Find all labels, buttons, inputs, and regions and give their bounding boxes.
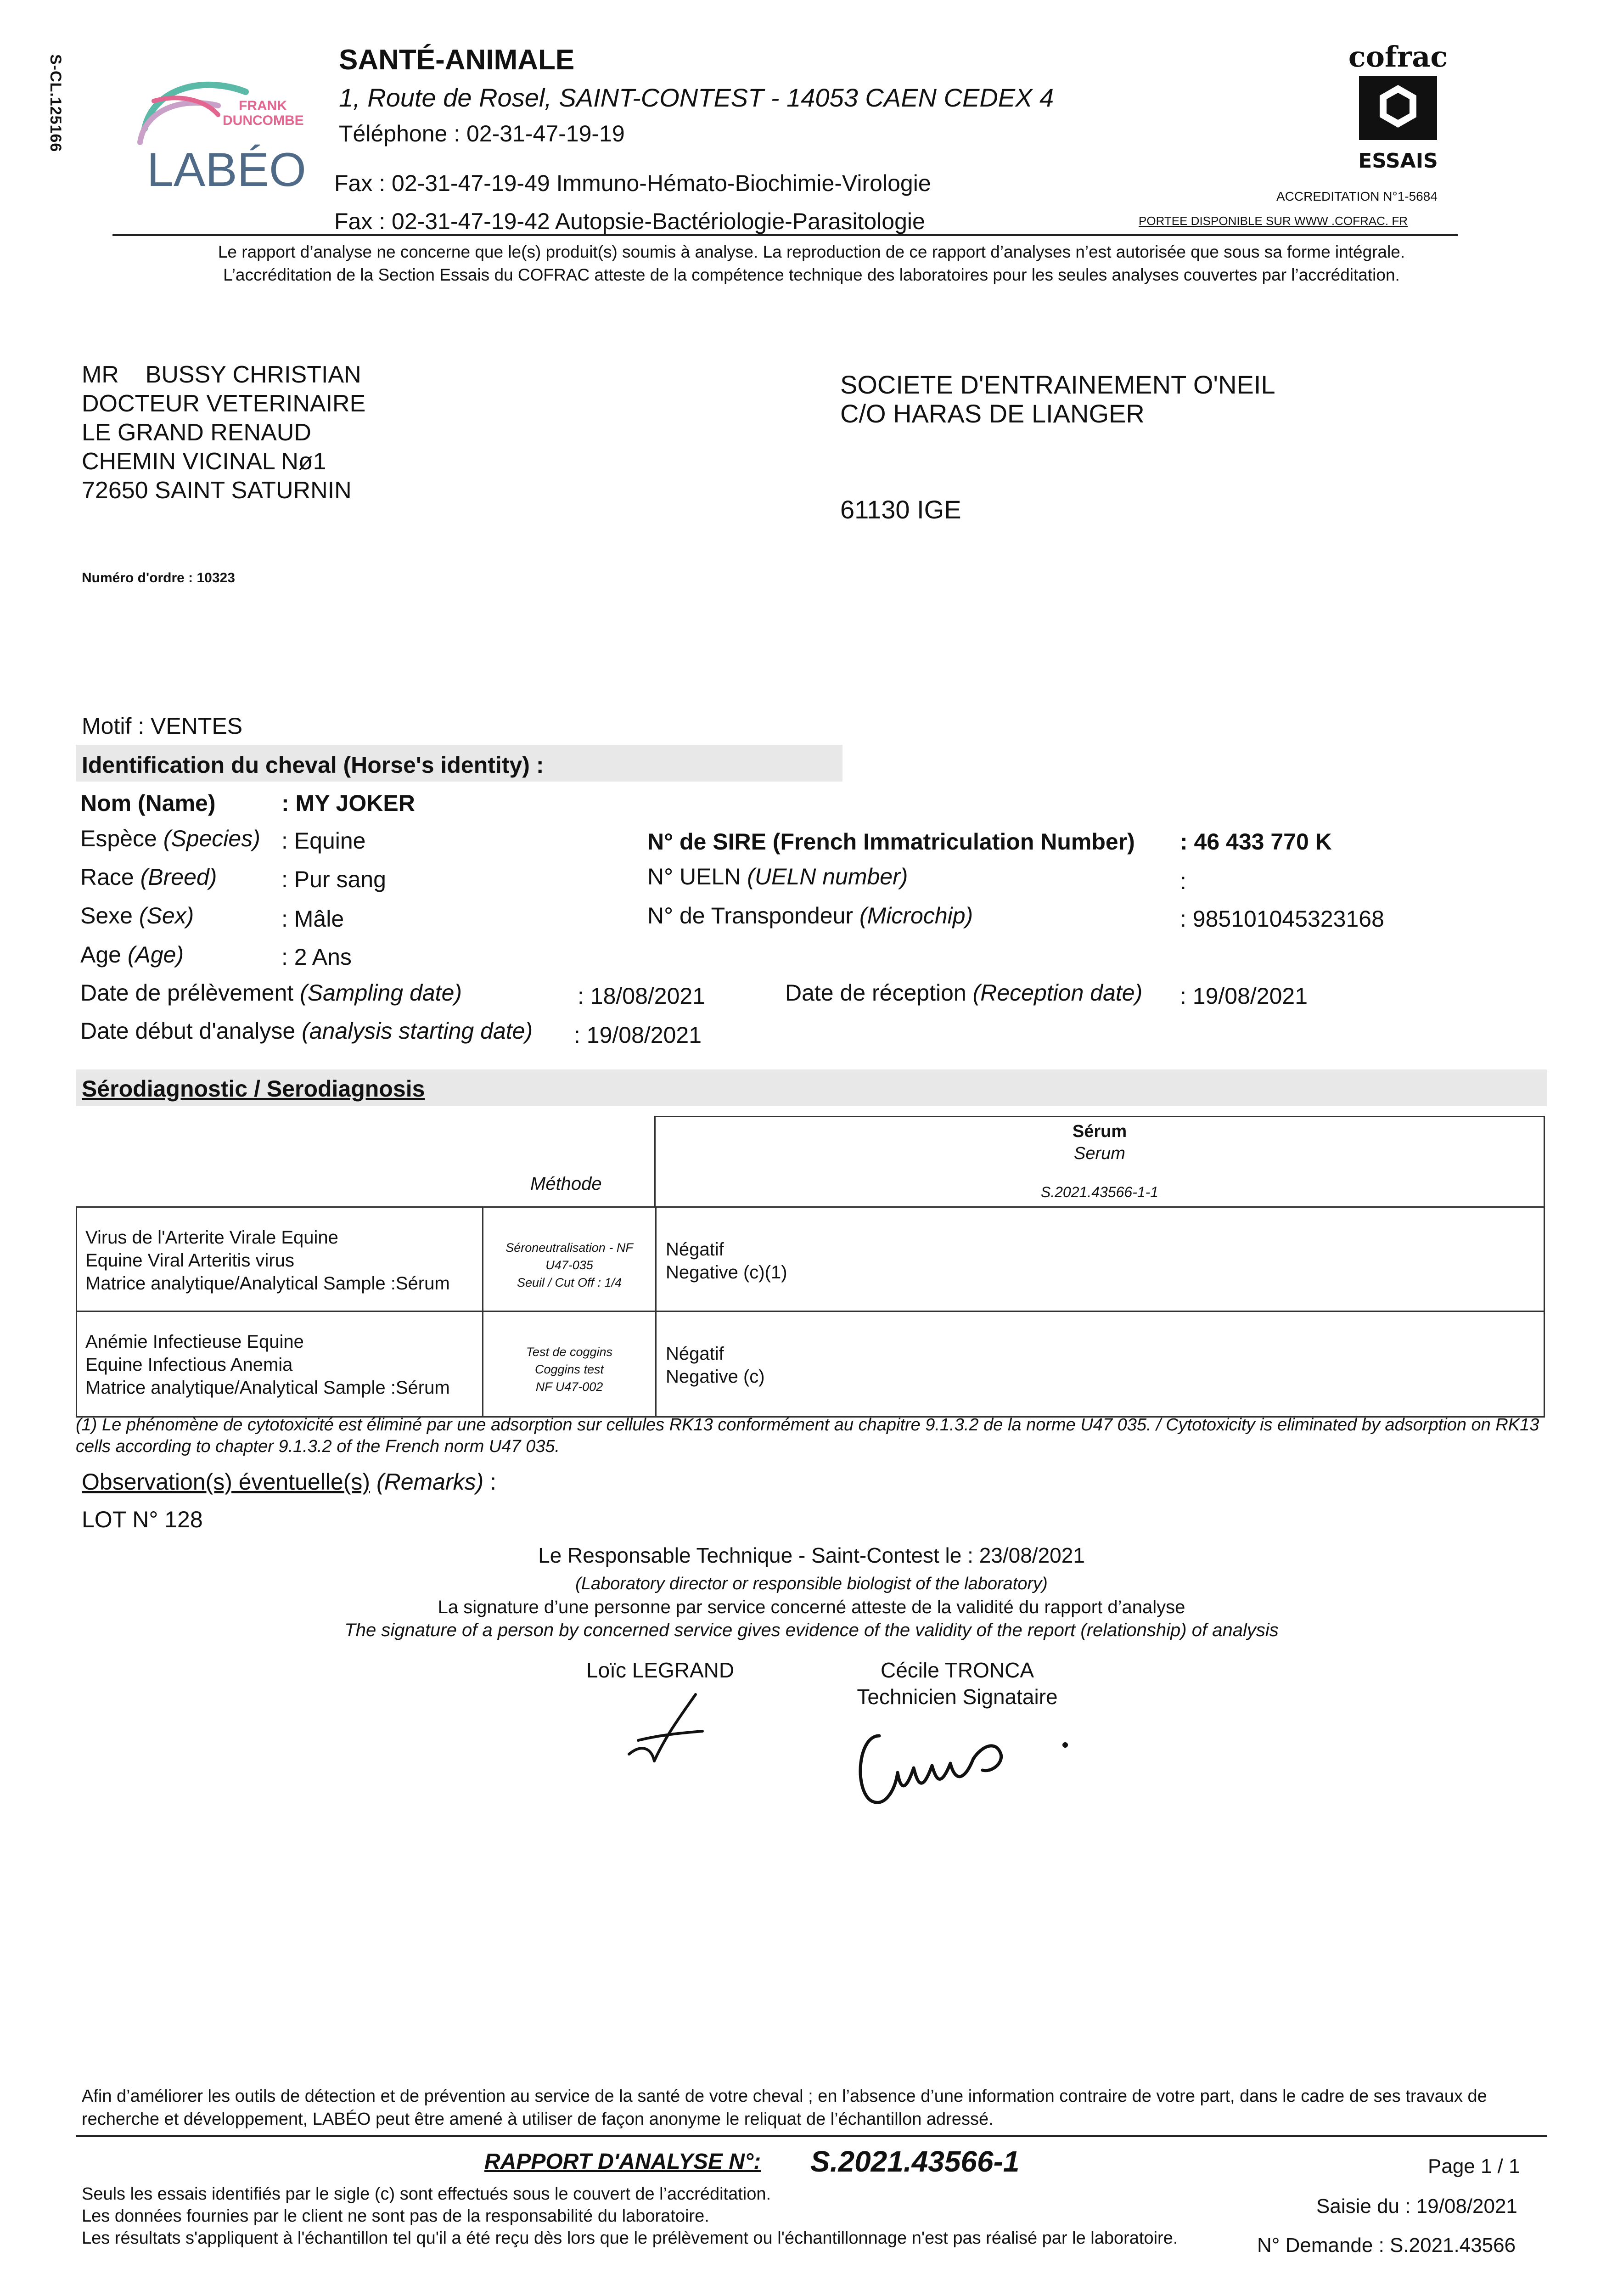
- ueln-value: :: [1180, 868, 1186, 894]
- parameter-fr: Anémie Infectieuse Equine: [85, 1332, 304, 1352]
- species-value: : Equine: [281, 828, 366, 854]
- method-line-2: Coggins test: [534, 1362, 604, 1376]
- serum-header-cell: [654, 1116, 1545, 1208]
- transponder-label: [647, 902, 973, 929]
- age-value: : 2 Ans: [281, 944, 352, 970]
- name-label: Nom (Name): [80, 790, 216, 816]
- page-number: Page 1 / 1: [1428, 2155, 1520, 2178]
- signatory-1-name: Loïc LEGRAND: [586, 1658, 735, 1682]
- sex-label-fr: Sexe: [80, 903, 133, 929]
- breed-value: : Pur sang: [281, 867, 386, 892]
- sex-label-en: (Sex): [139, 903, 194, 929]
- result-fr: Négatif: [666, 1344, 724, 1364]
- signature-1-image: [611, 1685, 716, 1768]
- owner-line-2: C/O HARAS DE LIANGER: [840, 399, 1145, 428]
- age-label-en: (Age): [127, 942, 184, 968]
- sample-id: S.2021.43566-1-1: [1040, 1184, 1159, 1200]
- method-line-2: U47-035: [545, 1258, 593, 1272]
- analysis-date-label: [80, 1018, 533, 1044]
- breed-label-fr: Race: [80, 864, 134, 890]
- cofrac-scope-link[interactable]: PORTEE DISPONIBLE SUR WWW .COFRAC. FR: [1139, 214, 1408, 228]
- cytotoxicity-footnote: (1) Le phénomène de cytotoxicité est éliminé par une adsorption sur cellules RK13 conformément au chapitre 9.1.3.2 de la norme U47 035. / Cytotoxicity is eliminated by adsorption on RK13 cells according to chapter 9.1.3.2 of the French norm U47 035.: [76, 1415, 1539, 1456]
- remarks-label-en: (Remarks): [376, 1469, 484, 1495]
- method-header: Méthode: [530, 1174, 602, 1194]
- method-line-1: Test de coggins: [526, 1345, 613, 1359]
- vertical-reference-code: S-CL.125166: [47, 54, 64, 152]
- parameter-en: Equine Infectious Anemia: [85, 1355, 293, 1375]
- technical-responsible: Le Responsable Technique - Saint-Contest le : 23/08/2021: [538, 1543, 1085, 1567]
- parameter-cell: [77, 1208, 483, 1311]
- parameter-cell: [77, 1312, 483, 1416]
- owner-line-1: SOCIETE D'ENTRAINEMENT O'NEIL: [840, 370, 1275, 399]
- remarks-label: [82, 1469, 496, 1495]
- result-cell: [657, 1208, 1544, 1311]
- request-number: N° Demande : S.2021.43566: [1257, 2234, 1516, 2257]
- lab-title: SANTÉ-ANIMALE: [339, 44, 575, 76]
- method-line-3: NF U47-002: [535, 1380, 603, 1394]
- labeo-logo: [126, 73, 324, 193]
- name-value: : MY JOKER: [281, 790, 415, 816]
- breed-label: [80, 864, 217, 890]
- parameter-matrix: Matrice analytique/Analytical Sample :Sérum: [85, 1378, 450, 1398]
- result-fr: Négatif: [666, 1239, 724, 1260]
- sex-label: [80, 902, 194, 929]
- analysis-label-fr: Date début d'analyse: [80, 1018, 296, 1044]
- identification-title: Identification du cheval (Horse's identity) :: [82, 752, 544, 778]
- serodiagnosis-title: Sérodiagnostic / Serodiagnosis: [82, 1076, 425, 1102]
- transponder-label-fr: N° de Transpondeur: [647, 903, 854, 929]
- reception-date-value: : 19/08/2021: [1180, 983, 1308, 1009]
- method-line-1: Séroneutralisation - NF: [505, 1241, 633, 1255]
- ueln-label-fr: N° UELN: [647, 864, 741, 889]
- parameter-text: [85, 1330, 450, 1399]
- method-text: [483, 1239, 655, 1291]
- report-number-label: RAPPORT D'ANALYSE N°:: [484, 2150, 761, 2174]
- sampling-date-label: [80, 979, 462, 1006]
- parameter-text: [85, 1226, 450, 1295]
- result-en: Negative (c)(1): [666, 1262, 787, 1283]
- footer-divider: [76, 2135, 1547, 2137]
- owner-address: [840, 370, 1275, 428]
- results-table: [76, 1206, 1545, 1418]
- transponder-value: : 985101045323168: [1180, 906, 1384, 932]
- signature-2-image: [845, 1717, 1102, 1814]
- sex-value: : Mâle: [281, 906, 344, 932]
- species-label: [80, 825, 260, 852]
- sire-value: : 46 433 770 K: [1180, 829, 1332, 855]
- ueln-label-en: (UELN number): [747, 864, 908, 889]
- method-line-3: Seuil / Cut Off : 1/4: [517, 1276, 622, 1289]
- reception-date-label: [785, 979, 1142, 1006]
- recipient-address: [82, 360, 365, 505]
- signature-note-fr: La signature d’une personne par service concerné atteste de la validité du rapport d’analyse: [438, 1597, 1185, 1617]
- cofrac-logo: [1348, 41, 1449, 174]
- labeo-sub1: FRANK: [239, 98, 287, 113]
- director-note: (Laboratory director or responsible biologist of the laboratory): [575, 1574, 1048, 1593]
- serum-header-en: Serum: [1074, 1144, 1125, 1163]
- signature-note-en: The signature of a person by concerned service gives evidence of the validity of the report (relationship) of analysis: [344, 1620, 1279, 1640]
- serum-header-fr: Sérum: [1072, 1122, 1127, 1141]
- cofrac-essais: ESSAIS: [1358, 149, 1438, 173]
- remarks-colon: :: [490, 1469, 497, 1495]
- entry-date: Saisie du : 19/08/2021: [1316, 2195, 1517, 2217]
- lab-address: 1, Route de Rosel, SAINT-CONTEST - 14053 CAEN CEDEX 4: [339, 83, 1054, 112]
- recipient-line-4: CHEMIN VICINAL Nø1: [82, 448, 326, 475]
- recipient-line-3: LE GRAND RENAUD: [82, 419, 311, 446]
- lot-number: LOT N° 128: [82, 1507, 203, 1532]
- method-text: [483, 1343, 655, 1396]
- age-label-fr: Age: [80, 942, 121, 968]
- footer-note-1: Seuls les essais identifiés par le sigle (c) sont effectués sous le couvert de l’accréditation.: [82, 2184, 771, 2204]
- accreditation-number: ACCREDITATION N°1-5684: [1276, 189, 1438, 203]
- footer-note-3: Les résultats s'appliquent à l'échantillon tel qu'il a été reçu dès lors que le prélèvement ou l'échantillonnage n'est pas réalisé par le laboratoire.: [82, 2228, 1178, 2248]
- signatory-2-title: Technicien Signataire: [857, 1685, 1058, 1709]
- breed-label-en: (Breed): [140, 864, 217, 890]
- reception-label-fr: Date de réception: [785, 980, 966, 1006]
- method-cell: [483, 1312, 657, 1416]
- report-disclaimer-1: Le rapport d’analyse ne concerne que le(s) produit(s) soumis à analyse. La reproduction de ce rapport d’analyses n’est autorisée que sous sa forme intégrale.: [218, 242, 1405, 261]
- result-en: Negative (c): [666, 1367, 765, 1387]
- recipient-line-1: MR BUSSY CHRISTIAN: [82, 361, 361, 388]
- sampling-date-value: : 18/08/2021: [578, 983, 706, 1009]
- sampling-label-fr: Date de prélèvement: [80, 980, 294, 1006]
- transponder-label-en: (Microchip): [859, 903, 973, 929]
- result-text: [666, 1342, 765, 1388]
- cofrac-wordmark: cofrac: [1348, 41, 1448, 73]
- recipient-line-5: 72650 SAINT SATURNIN: [82, 477, 352, 504]
- signatory-2-name: Cécile TRONCA: [881, 1658, 1034, 1682]
- report-number: S.2021.43566-1: [810, 2145, 1020, 2178]
- table-row: [77, 1311, 1544, 1416]
- analysis-date-value: : 19/08/2021: [574, 1022, 702, 1048]
- species-label-en: (Species): [163, 826, 260, 851]
- recipient-line-2: DOCTEUR VETERINAIRE: [82, 390, 366, 417]
- sire-label: N° de SIRE (French Immatriculation Number): [647, 829, 1135, 855]
- motif: Motif : VENTES: [82, 713, 243, 739]
- lab-telephone: Téléphone : 02-31-47-19-19: [339, 121, 625, 146]
- parameter-matrix: Matrice analytique/Analytical Sample :Sérum: [85, 1273, 450, 1294]
- owner-line-3: 61130 IGE: [840, 495, 961, 524]
- sampling-label-en: (Sampling date): [300, 980, 462, 1006]
- research-notice: Afin d’améliorer les outils de détection et de prévention au service de la santé de votre cheval ; en l’absence d’une information contraire de votre part, dans le cadre de ses travaux de recherche et développement, LABÉO peut être amené à utiliser de façon anonyme le reliquat de l’échantillon adressé.: [82, 2087, 1487, 2129]
- method-cell: [483, 1208, 657, 1311]
- analysis-label-en: (analysis starting date): [302, 1018, 533, 1044]
- result-cell: [657, 1312, 1544, 1416]
- lab-fax-2: Fax : 02-31-47-19-42 Autopsie-Bactériologie-Parasitologie: [334, 208, 925, 234]
- labeo-wordmark: LABÉO: [147, 143, 306, 193]
- header-divider: [112, 234, 1458, 236]
- report-disclaimer-2: L’accréditation de la Section Essais du COFRAC atteste de la compétence technique des laboratoires pour les seules analyses couvertes par l’accréditation.: [223, 265, 1400, 284]
- ueln-label: [647, 863, 908, 890]
- age-label: [80, 941, 184, 968]
- lab-fax-1: Fax : 02-31-47-19-49 Immuno-Hémato-Biochimie-Virologie: [334, 170, 931, 196]
- reception-label-en: (Reception date): [972, 980, 1143, 1006]
- parameter-en: Equine Viral Arteritis virus: [85, 1250, 294, 1271]
- result-text: [666, 1238, 787, 1284]
- labeo-sub2: DUNCOMBE: [223, 113, 304, 128]
- table-row: [77, 1206, 1544, 1311]
- parameter-fr: Virus de l'Arterite Virale Equine: [85, 1227, 338, 1248]
- species-label-fr: Espèce: [80, 826, 157, 851]
- remarks-label-fr: Observation(s) éventuelle(s): [82, 1469, 371, 1495]
- order-number: Numéro d'ordre : 10323: [82, 570, 235, 585]
- footer-note-2: Les données fournies par le client ne sont pas de la responsabilité du laboratoire.: [82, 2206, 709, 2226]
